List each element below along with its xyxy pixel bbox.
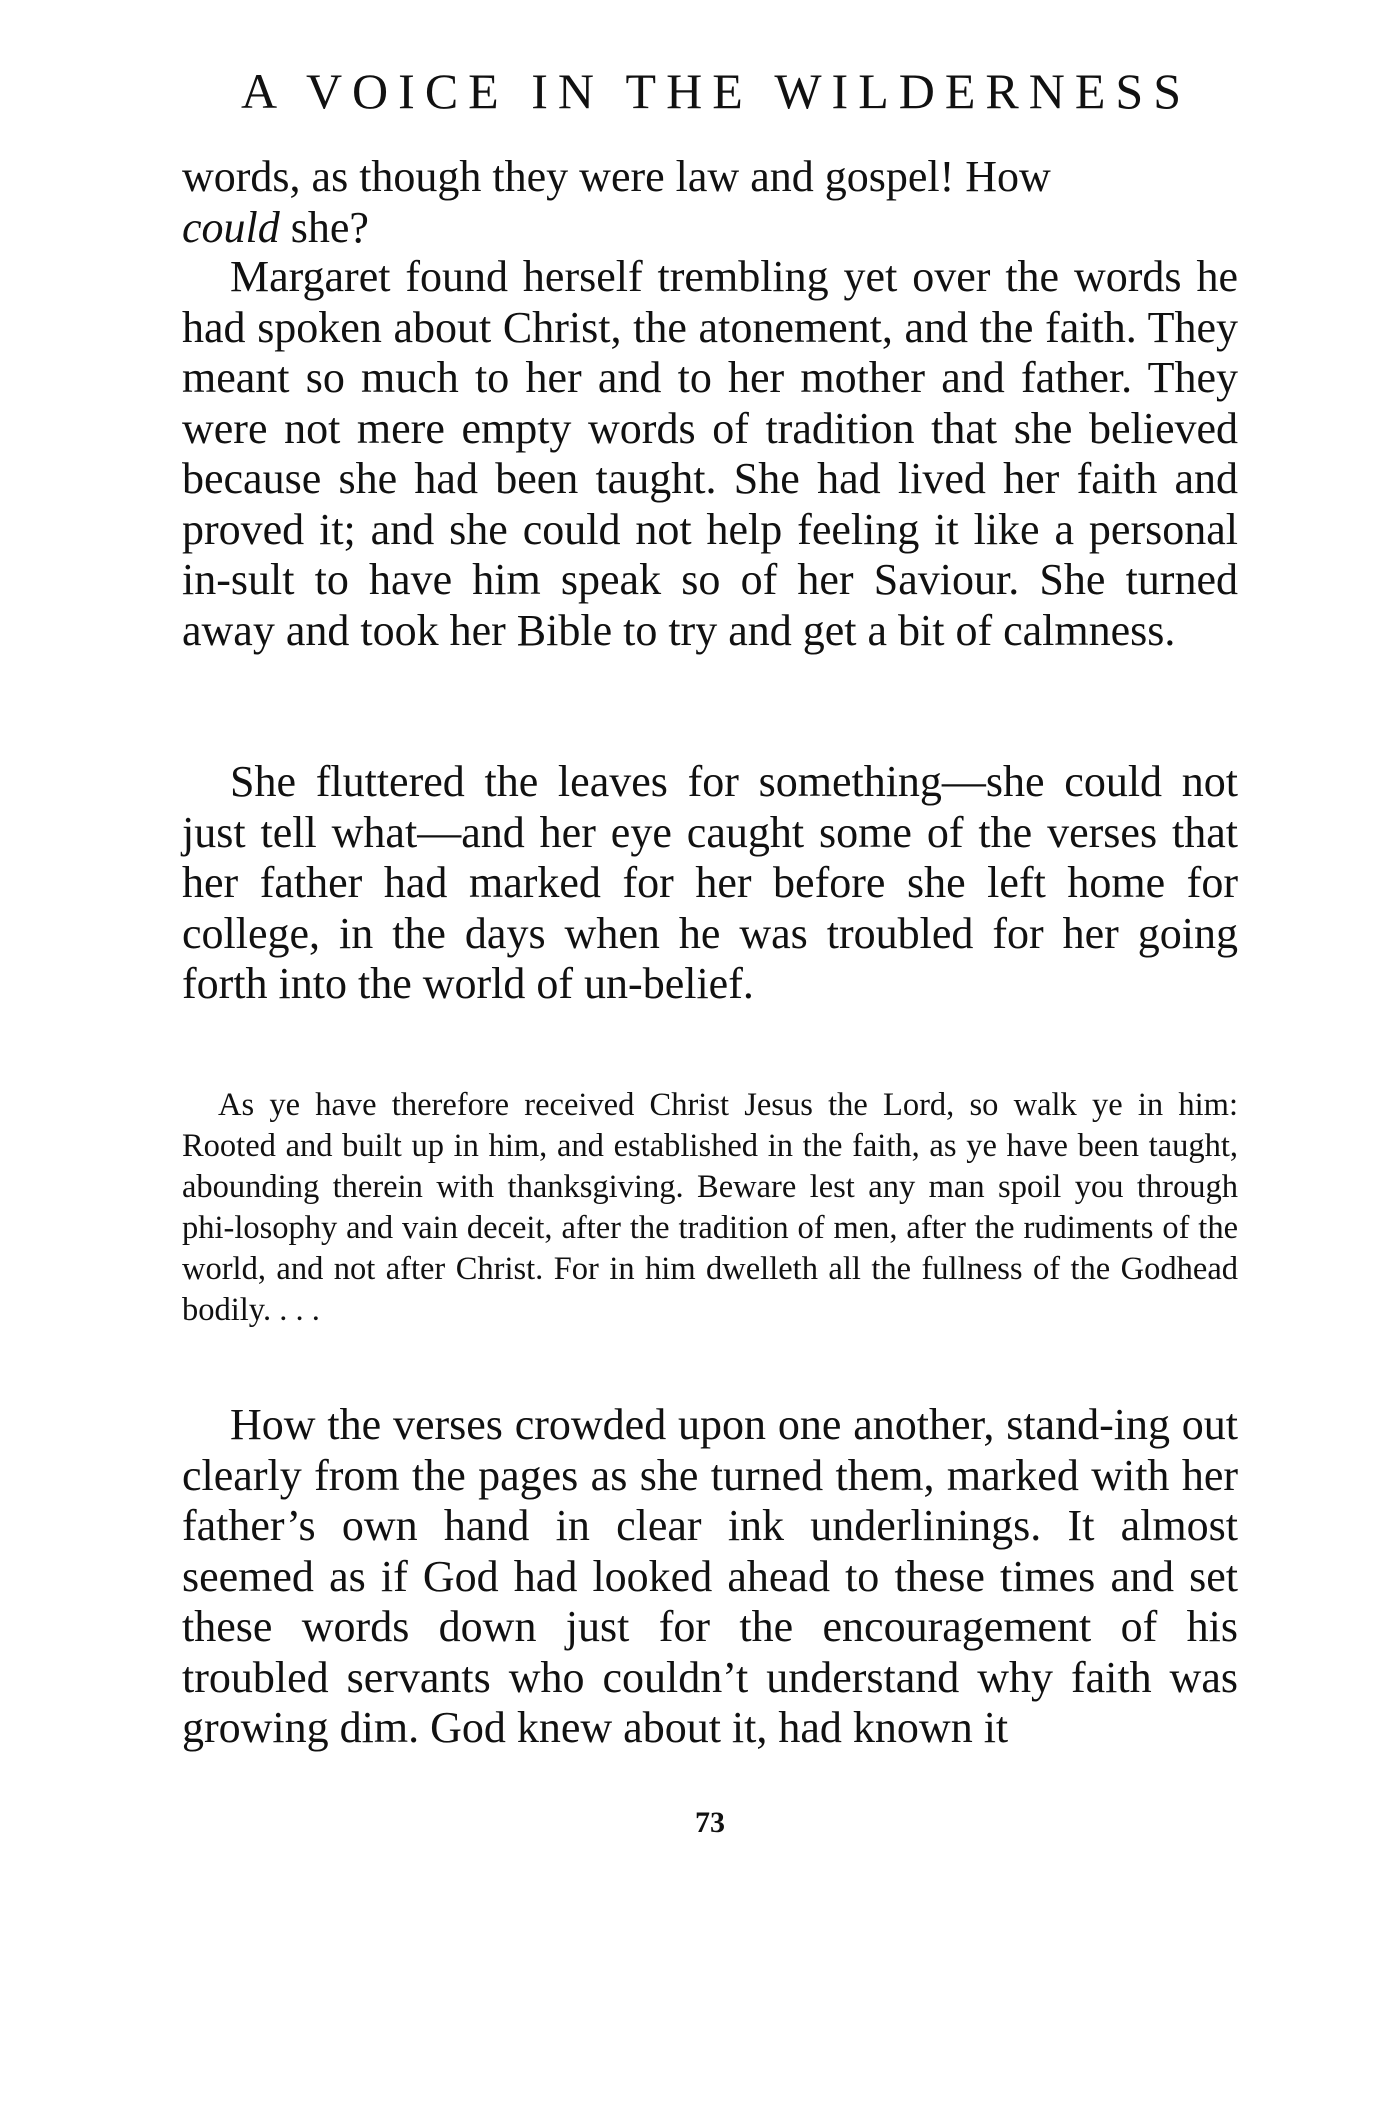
- paragraph-3: How the verses crowded upon one another, stand-ing out clearly from the pages as she turned them, marked with her father’s own hand in clear ink underlinings. It almost seemed as if God had looked ahead to these times and set these words down just for the encouragement of his troubled servants who couldn’t understand why faith was growing dim. God knew about it, had known it: [182, 1400, 1238, 1752]
- paragraph: [182, 757, 1238, 1010]
- paragraph: [182, 1400, 1238, 1754]
- opening-text: words, as though they were law and gospel! How: [182, 152, 1051, 201]
- continued-paragraph: [182, 152, 1238, 253]
- opening-tail: she?: [290, 202, 369, 252]
- scripture-quotation: As ye have therefore received Christ Jesus the Lord, so walk ye in him: Rooted and built up in him, and established in the faith, as ye have been taught, abounding therein with thanksgiving. Beware lest any man spoil you through phi-losophy and vain deceit, after the tradition of men, after the rudiments of the world, and not after Christ. For in him dwelleth all the fullness of the Godhead bodily. . . .: [182, 1087, 1238, 1328]
- running-title: A VOICE IN THE WILDERNESS: [241, 63, 1191, 119]
- paragraph-1: Margaret found herself trembling yet over the words he had spoken about Christ, the atonement, and the faith. They meant so much to her and to her mother and father. They were not mere empty words of tradition that she believed because she had been taught. She had lived her faith and proved it; and she could not help feeling it like a personal in-sult to have him speak so of her Saviour. She turned away and took her Bible to try and get a bit of calmness.: [182, 252, 1238, 655]
- paragraph: [182, 252, 1238, 656]
- page-number: 73: [695, 1806, 725, 1839]
- opening-italic-word: could: [182, 202, 280, 252]
- paragraph-2: She fluttered the leaves for something—she could not just tell what—and her eye caught some of the verses that her father had marked for her before she left home for college, in the days when he was troubled for her going forth into the world of un-belief.: [182, 757, 1238, 1008]
